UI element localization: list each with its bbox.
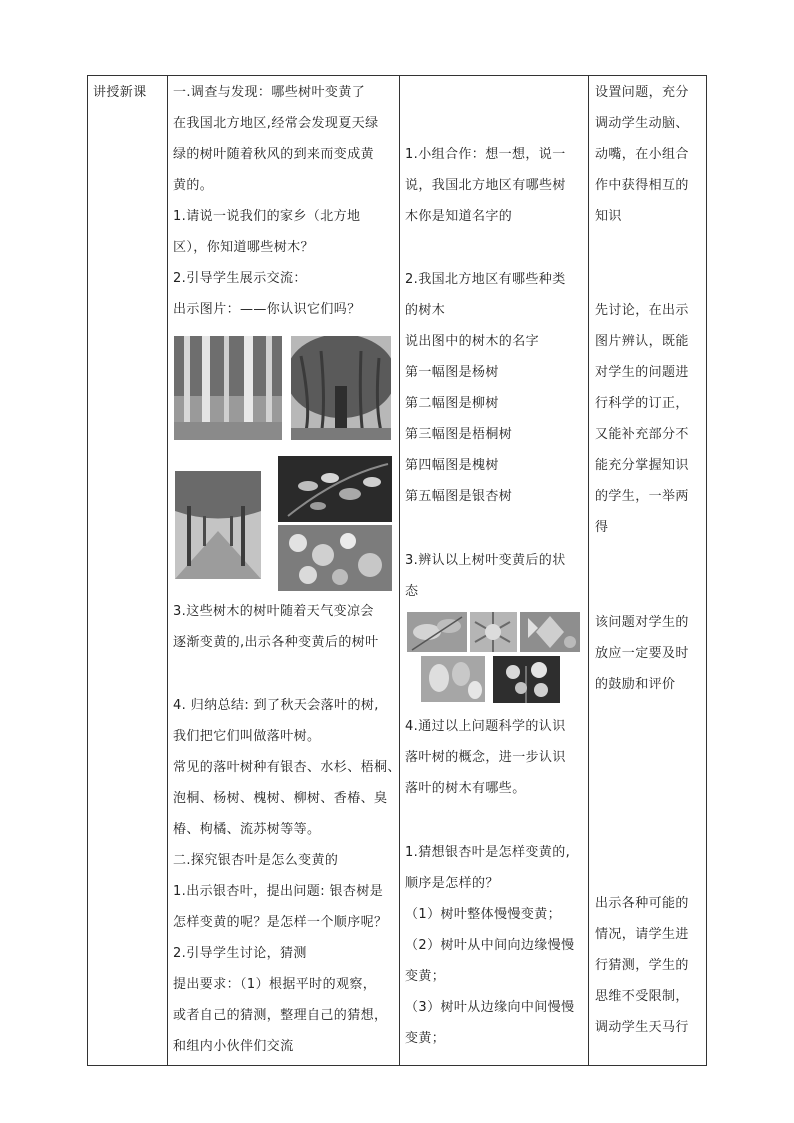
intent-2-line: 能充分掌握知识 <box>595 458 689 473</box>
answer-1-line: 说，我国北方地区有哪些树 <box>405 178 566 193</box>
stage-label-cell <box>93 77 147 108</box>
student-text-block-1 <box>405 139 566 232</box>
teacher-text-block-2 <box>173 596 379 658</box>
answer-5-line: （2）树叶从中间向边缘慢慢 <box>405 938 575 953</box>
locust-tree-leaves-photo <box>278 456 392 522</box>
table-top-border <box>87 75 707 76</box>
teacher-text-block-1 <box>173 77 379 325</box>
intent-2-line: 行科学的订正， <box>595 396 689 411</box>
answer-4-line: 落叶树的概念，进一步认识 <box>405 750 566 765</box>
ginkgo-tree-photo <box>278 525 392 591</box>
answer-2-line: 第五幅图是银杏树 <box>405 489 513 504</box>
intent-1-line: 知识 <box>595 209 622 224</box>
intent-2-line: 先讨论，在出示 <box>595 303 689 318</box>
student-text-block-2 <box>405 264 566 512</box>
table-divider-3 <box>588 75 589 1066</box>
intent-3-line: 放应一定要及时 <box>595 646 689 661</box>
answer-5-line: 变黄； <box>405 969 446 984</box>
answer-2-line: 2.我国北方地区有哪些种类 <box>405 272 566 287</box>
intent-2-line: 图片辨认，既能 <box>595 334 689 349</box>
intent-1-line: 动嘴，在小组合 <box>595 147 689 162</box>
poplar-tree-photo <box>174 336 282 440</box>
answer-2-line: 第三幅图是梧桐树 <box>405 427 513 442</box>
intent-2-line: 又能补充部分不 <box>595 427 689 442</box>
answer-5-line: （1）树叶整体慢慢变黄； <box>405 907 562 922</box>
answer-3-line: 态 <box>405 584 419 599</box>
s2-question-2-line: 2.引导学生讨论，猜测 <box>173 946 307 961</box>
intent-4-line: 思维不受限制， <box>595 989 689 1004</box>
section2-title: 二.探究银杏叶是怎么变黄的 <box>173 853 339 868</box>
table-border-left <box>87 75 88 1066</box>
question-2-line: 2.引导学生展示交流： <box>173 271 307 286</box>
answer-1-line: 1.小组合作：想一想，说一 <box>405 147 566 162</box>
teacher-text-block-3 <box>173 690 401 1062</box>
answer-4-line: 4.通过以上问题科学的认识 <box>405 719 566 734</box>
answer-4-line: 落叶的树木有哪些。 <box>405 781 526 796</box>
yellow-leaf-photo-1 <box>407 612 467 652</box>
yellow-leaf-photo-2 <box>470 612 517 652</box>
answer-3-line: 3.辨认以上树叶变黄后的状 <box>405 553 566 568</box>
intro-line: 黄的。 <box>173 178 214 193</box>
s2-question-1-line: 怎样变黄的呢？是怎样一个顺序呢？ <box>173 915 388 930</box>
question-3-line: 逐渐变黄的,出示各种变黄后的树叶 <box>173 635 379 650</box>
s2-question-2-line: 或者自己的猜测，整理自己的猜想， <box>173 1008 388 1023</box>
student-text-block-4 <box>405 711 566 804</box>
student-text-block-5 <box>405 837 574 1054</box>
answer-5-line: 1.猜想银杏叶是怎样变黄的, <box>405 845 571 860</box>
yellow-leaf-photo-3 <box>520 612 580 652</box>
yellow-leaf-photo-4 <box>421 656 485 702</box>
yellow-leaf-photo-5 <box>493 656 560 703</box>
intent-2-line: 得 <box>595 520 609 535</box>
s2-question-1-line: 1.出示银杏叶，提出问题: 银杏树是 <box>173 884 384 899</box>
answer-5-line: 顺序是怎样的？ <box>405 876 499 891</box>
answer-2-line: 说出图中的树木的名字 <box>405 334 540 349</box>
summary-line: 椿、枸橘、流苏树等等。 <box>173 822 321 837</box>
intent-text-block-4 <box>595 888 689 1043</box>
parasol-tree-avenue-photo <box>175 471 261 579</box>
willow-tree-photo <box>291 336 391 440</box>
table-border-right <box>706 75 707 1066</box>
answer-2-line: 第一幅图是杨树 <box>405 365 499 380</box>
section1-title: 一.调查与发现：哪些树叶变黄了 <box>173 85 366 100</box>
answer-2-line: 第二幅图是柳树 <box>405 396 499 411</box>
question-1-line: 1.请说一说我们的家乡（北方地 <box>173 209 361 224</box>
summary-line: 我们把它们叫做落叶树。 <box>173 729 321 744</box>
answer-2-line: 第四幅图是槐树 <box>405 458 499 473</box>
intent-2-line: 对学生的问题进 <box>595 365 689 380</box>
student-text-block-3 <box>405 545 566 607</box>
answer-1-line: 木你是知道名字的 <box>405 209 513 224</box>
question-2-line: 出示图片：——你认识它们吗？ <box>173 302 361 317</box>
intent-1-line: 调动学生动脑、 <box>595 116 689 131</box>
summary-line: 4. 归纳总结: 到了秋天会落叶的树, <box>173 698 379 713</box>
intent-4-line: 行猜测，学生的 <box>595 958 689 973</box>
intent-4-line: 调动学生天马行 <box>595 1020 689 1035</box>
s2-question-2-line: 提出要求：（1）根据平时的观察， <box>173 977 377 992</box>
summary-line: 泡桐、杨树、槐树、柳树、香椿、臭 <box>173 791 388 806</box>
intent-3-line: 该问题对学生的 <box>595 615 689 630</box>
question-1-line: 区），你知道哪些树木？ <box>173 240 314 255</box>
answer-5-line: （3）树叶从边缘向中间慢慢 <box>405 1000 575 1015</box>
intro-line: 在我国北方地区,经常会发现夏天绿 <box>173 116 379 131</box>
intent-1-line: 作中获得相互的 <box>595 178 689 193</box>
intent-text-block-1 <box>595 77 689 232</box>
intro-line: 绿的树叶随着秋风的到来而变成黄 <box>173 147 375 162</box>
table-divider-1 <box>167 75 168 1066</box>
intent-3-line: 的鼓励和评价 <box>595 677 676 692</box>
intent-4-line: 情况，请学生进 <box>595 927 689 942</box>
table-bottom-border <box>87 1065 707 1066</box>
answer-5-line: 变黄； <box>405 1031 446 1046</box>
intent-4-line: 出示各种可能的 <box>595 896 689 911</box>
intent-1-line: 设置问题，充分 <box>595 85 689 100</box>
intent-text-block-3 <box>595 607 689 700</box>
intent-2-line: 的学生，一举两 <box>595 489 689 504</box>
stage-label: 讲授新课 <box>93 85 147 100</box>
question-3-line: 3.这些树木的树叶随着天气变凉会 <box>173 604 374 619</box>
answer-2-line: 的树木 <box>405 303 446 318</box>
s2-question-2-line: 和组内小伙伴们交流 <box>173 1039 294 1054</box>
summary-line: 常见的落叶树种有银杏、水杉、梧桐、 <box>173 760 401 775</box>
intent-text-block-2 <box>595 295 689 543</box>
